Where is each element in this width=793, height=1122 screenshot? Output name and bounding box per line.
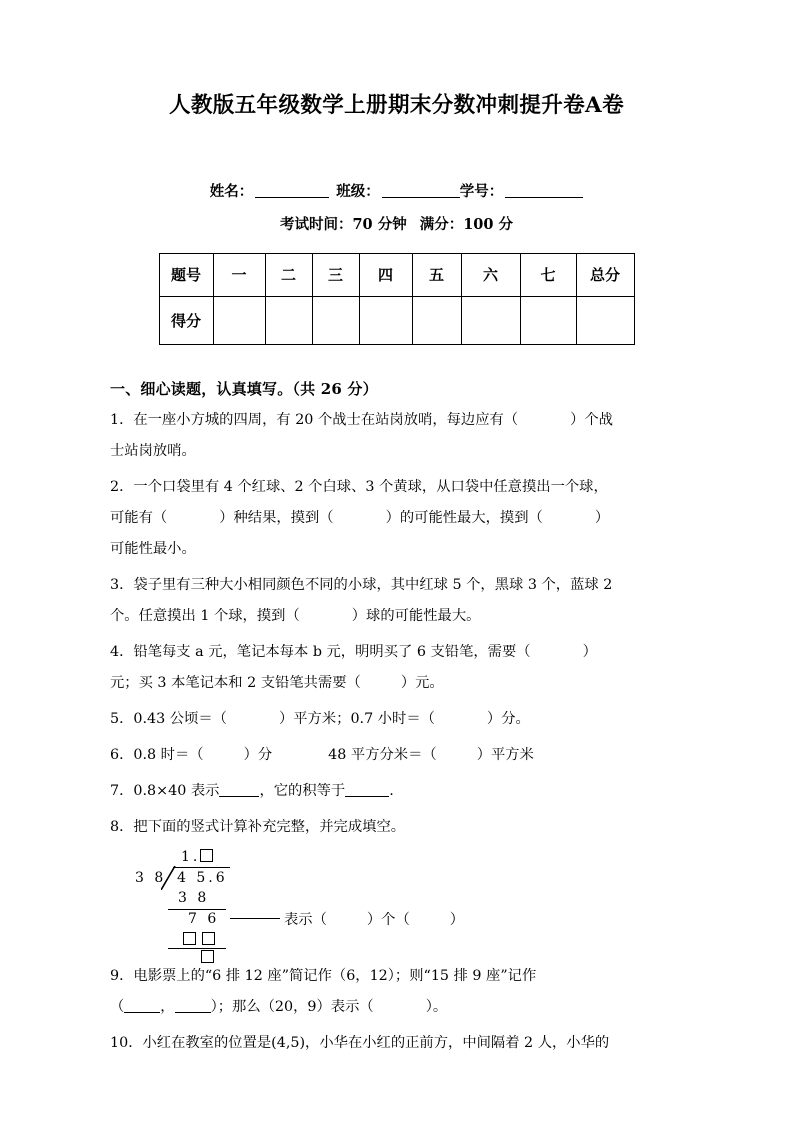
division-dividend: 4 5.6 bbox=[177, 870, 228, 887]
question-3-text-line1: 3．袋子里有三种大小相同颜色不同的小球，其中红球 5 个，黑球 3 个，蓝球 2 bbox=[110, 577, 613, 594]
division-box-row bbox=[183, 932, 221, 948]
question-4-text-a: 4．铅笔每支 a 元，笔记本每本 b 元，明明买了 6 支铅笔，需要（ bbox=[110, 644, 531, 661]
section-heading-1: 一、细心读题，认真填写。（共 26 分） bbox=[110, 379, 378, 398]
name-input-blank[interactable] bbox=[255, 183, 329, 198]
long-division-diagram bbox=[110, 849, 683, 961]
answer-box[interactable] bbox=[183, 932, 196, 945]
question-2-text-c: ）的可能性最大，摸到（ bbox=[385, 510, 543, 527]
page-title: 人教版五年级数学上册期末分数冲刺提升卷A卷 bbox=[168, 93, 625, 118]
score-cell[interactable] bbox=[265, 296, 312, 344]
table-row-scores bbox=[159, 296, 634, 344]
question-3-text-a: 个。任意摸出 1 个球，摸到（ bbox=[110, 608, 300, 625]
division-note-text-c: ） bbox=[449, 912, 465, 929]
question-3-text-b: ）球的可能性最大。 bbox=[351, 608, 481, 625]
score-table-header-cell: 七 bbox=[520, 253, 576, 296]
score-table-header-cell: 六 bbox=[461, 253, 520, 296]
question-1-text-b: ）个战 bbox=[570, 412, 613, 429]
question-10 bbox=[110, 1028, 683, 1059]
division-subtrahend: 3 8 bbox=[178, 890, 210, 907]
division-vinculum bbox=[173, 867, 230, 868]
question-10-text-line1: 10．小红在教室的位置是(4,5)，小华在小红的正前方，中间隔着 2 人，小华的 bbox=[110, 1035, 610, 1052]
question-7-text-b: ，它的积等于 bbox=[259, 783, 346, 800]
question-9-text-a: （ bbox=[110, 999, 125, 1016]
score-cell[interactable] bbox=[520, 296, 576, 344]
student-number-input-blank[interactable] bbox=[505, 183, 583, 198]
question-4-text-b: ） bbox=[582, 644, 597, 661]
score-table-header-cell: 三 bbox=[312, 253, 359, 296]
question-9-text-c: ）；那么（20，9）表示（ bbox=[210, 999, 374, 1016]
question-1 bbox=[110, 405, 683, 467]
question-8-prompt: 8．把下面的竖式计算补充完整，并完成填空。 bbox=[110, 819, 406, 836]
question-7-text-a: 7．0.8×40 表示 bbox=[110, 783, 220, 800]
answer-box[interactable] bbox=[201, 950, 214, 963]
score-cell[interactable] bbox=[461, 296, 520, 344]
division-note-text-b: ）个（ bbox=[366, 912, 410, 929]
division-final-box-row bbox=[201, 950, 214, 966]
score-table-header-cell: 五 bbox=[412, 253, 461, 296]
answer-box[interactable] bbox=[200, 849, 213, 862]
division-quotient bbox=[181, 849, 213, 865]
score-table-header-cell: 一 bbox=[213, 253, 265, 296]
question-9-text-b: ， bbox=[160, 999, 175, 1016]
class-label: 班级： bbox=[336, 182, 380, 200]
score-cell[interactable] bbox=[576, 296, 634, 344]
question-2-text-a: 可能有（ bbox=[110, 510, 168, 527]
question-6-text-d: ）平方米 bbox=[476, 747, 534, 764]
question-7 bbox=[110, 776, 683, 807]
question-6-text-a: 6．0.8 时＝（ bbox=[110, 747, 204, 764]
question-8 bbox=[110, 812, 683, 843]
division-quotient-text: 1. bbox=[181, 849, 201, 866]
name-label: 姓名： bbox=[209, 182, 254, 200]
question-7-text-c: . bbox=[389, 783, 394, 800]
number-label: 学号： bbox=[459, 182, 504, 200]
question-9 bbox=[110, 961, 683, 1023]
score-cell[interactable] bbox=[359, 296, 412, 344]
division-remainder: 7 6 bbox=[188, 911, 220, 928]
score-table bbox=[159, 253, 635, 345]
question-4-text-d: ）元。 bbox=[400, 675, 444, 692]
score-table-header-cell: 题号 bbox=[159, 253, 213, 296]
exam-time: 考试时间：70 分钟 bbox=[279, 216, 407, 234]
question-2-text-line3: 可能性最小。 bbox=[110, 541, 196, 558]
class-input-blank[interactable] bbox=[382, 183, 460, 198]
division-rule-2 bbox=[168, 948, 226, 949]
score-cell[interactable] bbox=[312, 296, 359, 344]
division-note bbox=[284, 909, 464, 929]
division-leader-line bbox=[230, 918, 280, 919]
answer-blank-underline[interactable] bbox=[345, 783, 389, 797]
question-2-text-b: ）种结果，摸到（ bbox=[219, 510, 334, 527]
exam-meta-line bbox=[110, 215, 683, 235]
question-1-text-a: 1．在一座小方城的四周，有 20 个战士在站岗放哨，每边应有（ bbox=[110, 412, 519, 429]
answer-blank-underline[interactable] bbox=[219, 783, 259, 797]
division-divisor: 3 8 bbox=[135, 870, 167, 887]
exam-total-score: 满分：100 分 bbox=[419, 216, 514, 234]
question-2 bbox=[110, 472, 683, 565]
division-bracket-icon bbox=[161, 866, 177, 890]
division-note-text-a: 表示（ bbox=[284, 912, 327, 929]
answer-blank-underline[interactable] bbox=[124, 999, 160, 1013]
question-6 bbox=[110, 740, 683, 771]
question-9-text-d: ）。 bbox=[425, 999, 448, 1016]
answer-blank-underline[interactable] bbox=[175, 999, 211, 1013]
question-2-text-line1: 2．一个口袋里有 4 个红球、2 个白球、3 个黄球，从口袋中任意摸出一个球， bbox=[110, 479, 608, 496]
division-rule-1 bbox=[168, 909, 226, 910]
question-3 bbox=[110, 570, 683, 632]
student-info-line bbox=[110, 182, 683, 202]
score-row-label: 得分 bbox=[159, 296, 213, 344]
table-row-header bbox=[159, 253, 634, 296]
score-cell[interactable] bbox=[412, 296, 461, 344]
score-table-header-cell: 二 bbox=[265, 253, 312, 296]
question-6-text-c: 48 平方分米＝（ bbox=[328, 747, 437, 764]
answer-box[interactable] bbox=[202, 932, 215, 945]
score-table-header-cell: 总分 bbox=[576, 253, 634, 296]
question-5 bbox=[110, 704, 683, 735]
score-table-wrapper bbox=[110, 253, 683, 345]
question-4 bbox=[110, 637, 683, 699]
question-5-text-a: 5．0.43 公顷＝（ bbox=[110, 711, 227, 728]
question-5-text-b: ）平方米；0.7 小时＝（ bbox=[278, 711, 435, 728]
score-table-header-cell: 四 bbox=[359, 253, 412, 296]
question-9-text-line1: 9．电影票上的“6 排 12 座”简记作（6，12）；则“15 排 9 座”记作 bbox=[110, 968, 537, 985]
score-cell[interactable] bbox=[213, 296, 265, 344]
question-4-text-c: 元；买 3 本笔记本和 2 支铅笔共需要（ bbox=[110, 675, 361, 692]
question-2-text-d: ） bbox=[594, 510, 610, 527]
question-1-text-line2: 士站岗放哨。 bbox=[110, 443, 196, 460]
question-6-text-b: ）分 bbox=[243, 747, 273, 764]
question-5-text-c: ）分。 bbox=[486, 711, 530, 728]
